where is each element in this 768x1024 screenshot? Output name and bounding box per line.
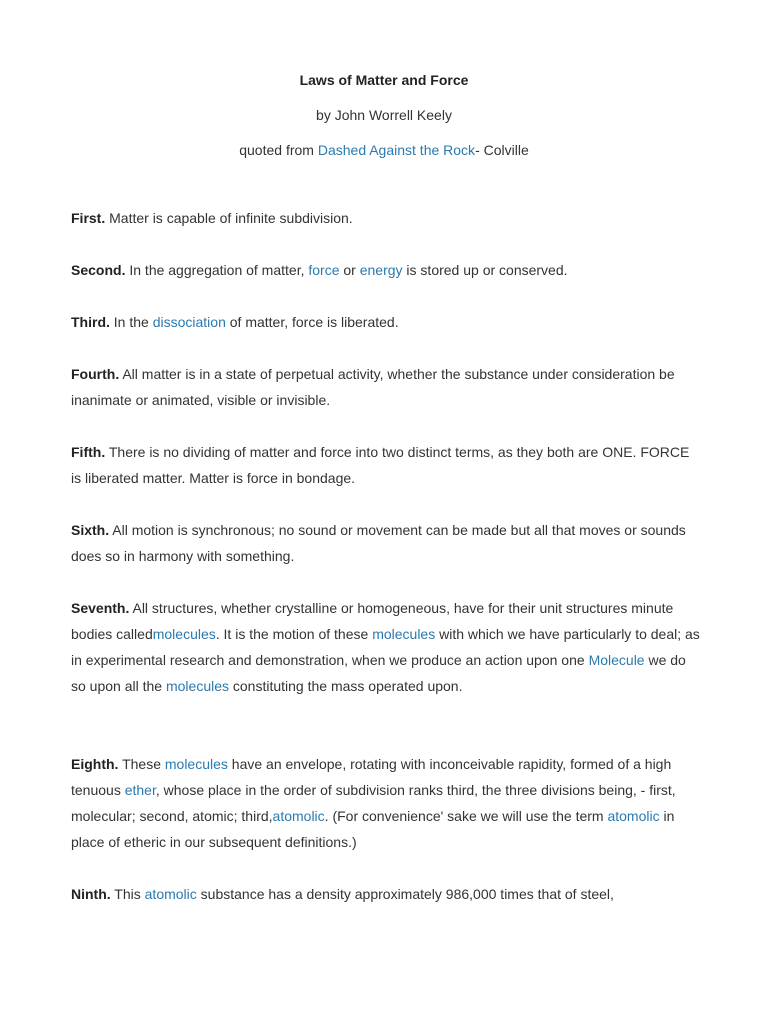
law-text: with which we have particularly to deal; as in experimental research and demonstration, when we produce an action upon one (71, 626, 700, 668)
law-text: is stored up or conserved. (402, 262, 568, 278)
ether-link[interactable]: ether (124, 782, 156, 798)
source-citation (0, 141, 768, 159)
author-byline: by John Worrell Keely (316, 107, 452, 123)
law-fifth (71, 439, 701, 491)
law-label: Seventh. (71, 600, 130, 616)
law-text: This (110, 886, 145, 902)
molecules-link[interactable]: molecules (372, 626, 436, 642)
law-label: Fifth. (71, 444, 106, 460)
source-suffix: - Colville (475, 142, 529, 158)
law-text: . It is the motion of these (215, 626, 373, 642)
source-link[interactable]: Dashed Against the Rock (317, 142, 476, 158)
molecules-link[interactable]: molecules (165, 678, 229, 694)
law-seventh (71, 595, 701, 699)
law-text: substance has a density approximately 986,000 times that of steel, (196, 886, 614, 902)
energy-link[interactable]: energy (359, 262, 403, 278)
law-text: These (118, 756, 165, 772)
law-label: Eighth. (71, 756, 119, 772)
law-label: First. (71, 210, 106, 226)
quoted-prefix: quoted from (239, 142, 318, 158)
law-label: Sixth. (71, 522, 110, 538)
law-text: In the (109, 314, 153, 330)
law-text: . (For convenience' sake we will use the term (324, 808, 608, 824)
law-text: All structures, whether crystalline or homogeneous, have for their unit structures minute bodies called (71, 600, 674, 642)
molecule-link[interactable]: Molecule (588, 652, 645, 668)
dissociation-link[interactable]: dissociation (152, 314, 226, 330)
law-text: in place of etheric in our subsequent definitions.) (71, 808, 675, 850)
law-fourth (71, 361, 701, 413)
document-title: Laws of Matter and Force (299, 72, 469, 88)
law-text: , whose place in the order of subdivision ranks third, the three divisions being, - first, molecular; second, atomic; third, (71, 782, 676, 824)
law-label: Fourth. (71, 366, 120, 382)
molecules-link[interactable]: molecules (164, 756, 228, 772)
law-first (71, 205, 701, 231)
molecules-link[interactable]: molecules (152, 626, 216, 642)
law-label: Third. (71, 314, 110, 330)
force-link[interactable]: force (308, 262, 340, 278)
law-text: have an envelope, rotating with inconceivable rapidity, formed of a high tenuous (71, 756, 672, 798)
law-text: constituting the mass operated upon. (229, 678, 463, 694)
law-text: All motion is synchronous; no sound or movement can be made but all that moves or sounds does so in harmony with something. (71, 522, 686, 564)
law-text: There is no dividing of matter and force into two distinct terms, as they both are ONE. FORCE is liberated matter. Matter is force in bondage. (71, 444, 690, 486)
law-sixth (71, 517, 701, 569)
law-ninth (71, 881, 701, 907)
law-text: or (339, 262, 360, 278)
law-text: we do so upon all the (71, 652, 686, 694)
law-label: Ninth. (71, 886, 111, 902)
law-text: of matter, force is liberated. (225, 314, 399, 330)
law-eighth (71, 751, 701, 855)
atomolic-link[interactable]: atomolic (144, 886, 197, 902)
law-text: All matter is in a state of perpetual activity, whether the substance under consideration be inanimate or animated, visible or invisible. (71, 366, 675, 408)
atomolic-link[interactable]: atomolic (607, 808, 660, 824)
atomolic-link[interactable]: atomolic (272, 808, 325, 824)
law-second (71, 257, 701, 283)
law-label: Second. (71, 262, 126, 278)
law-text: In the aggregation of matter, (125, 262, 309, 278)
law-text: Matter is capable of infinite subdivision. (105, 210, 353, 226)
law-third (71, 309, 701, 335)
